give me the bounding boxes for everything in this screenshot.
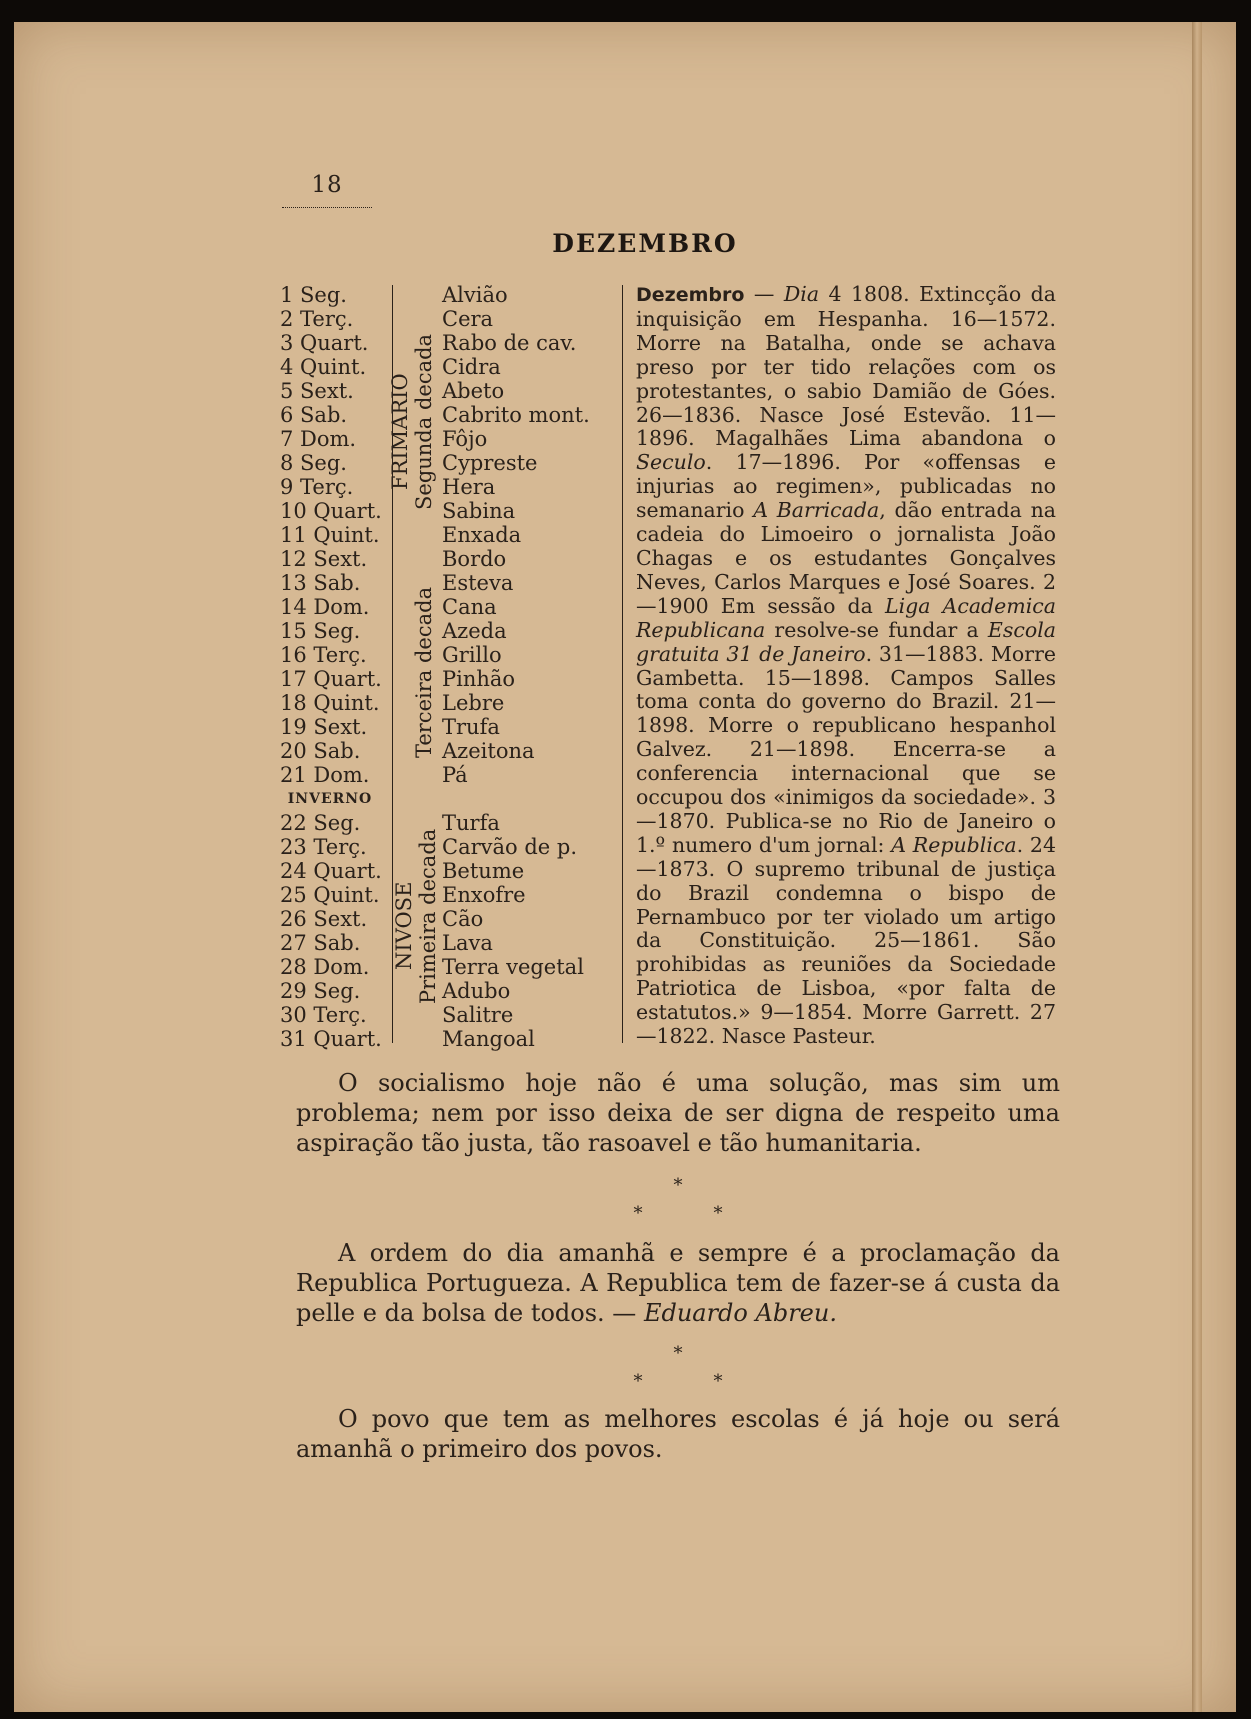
quote-republica-author: Eduardo Abreu. <box>643 1299 837 1327</box>
name-15: Azeda <box>442 619 507 643</box>
name-3: Rabo de cav. <box>442 331 577 355</box>
day-26: 26 Sext. <box>280 907 368 931</box>
day-30: 30 Terç. <box>280 1003 367 1027</box>
day-28: 28 Dom. <box>280 955 370 979</box>
month-title: DEZEMBRO <box>552 229 738 258</box>
month-nivose: NIVOSE <box>392 881 416 970</box>
decade-terceira: Terceira decada <box>412 586 436 758</box>
name-14: Cana <box>442 595 497 619</box>
quote-republica <box>296 1238 1060 1328</box>
name-23: Carvão de p. <box>442 835 577 859</box>
day-16: 16 Terç. <box>280 643 367 667</box>
name-5: Abeto <box>442 379 505 403</box>
name-18: Lebre <box>442 691 505 715</box>
asterism-1-top: * <box>673 1175 683 1196</box>
chronicle-escola: Escola gratuita 31 de Janeiro <box>636 617 1056 666</box>
day-6: 6 Sab. <box>280 403 348 427</box>
day-3: 3 Quart. <box>280 331 369 355</box>
day-2: 2 Terç. <box>280 307 354 331</box>
chronicle-part-2: . 17—1896. Por «offensas e injurias ao regimen», publicadas no semanario <box>636 450 1056 523</box>
name-7: Fôjo <box>442 427 488 451</box>
decade-segunda: Segunda decada <box>412 333 436 510</box>
name-10: Sabina <box>442 499 516 523</box>
name-21: Pá <box>442 763 468 787</box>
chronicle-part-1: 4 1808. Extincção da inquisição em Hespanha. 16—1572. Morre na Batalha, onde se achava preso por ter tido relações com os protestantes, o sabio Damião de Góes. 26—1836. Nasce José Estevão. 11—1896. Magalhães Lima abandona o <box>636 282 1056 451</box>
day-19: 19 Sext. <box>280 715 368 739</box>
asterism-1-left: * <box>633 1203 643 1224</box>
name-4: Cidra <box>442 355 501 379</box>
name-30: Salitre <box>442 1003 514 1027</box>
day-31: 31 Quart. <box>280 1027 382 1051</box>
name-19: Trufa <box>442 715 500 739</box>
quote-escolas-text: O povo que tem as melhores escolas é já hoje ou será amanhã o primeiro dos povos. <box>296 1405 1060 1463</box>
name-1: Alvião <box>442 283 508 307</box>
day-25: 25 Quint. <box>280 883 380 907</box>
name-2: Cera <box>442 307 494 331</box>
day-29: 29 Seg. <box>280 979 361 1003</box>
day-15: 15 Seg. <box>280 619 361 643</box>
asterism-2-right: * <box>713 1371 723 1392</box>
name-28: Terra vegetal <box>442 955 584 979</box>
chronicle-part-5: . 31—1883. Morre Gambetta. 15—1898. Campos Salles toma conta do governo do Brazil. 21—1898. Morre o republicano hespanhol Galvez. 21—1898. Encerra-se a conferencia internacional que se occupou dos «inimigos da sociedade». 3—1870. Publica-se no Rio de Janeiro o 1.º numero d'um jornal: <box>636 641 1056 857</box>
chronicle-seculo: Seculo <box>636 450 706 475</box>
day-10: 10 Quart. <box>280 499 382 523</box>
day-14: 14 Dom. <box>280 595 370 619</box>
day-22: 22 Seg. <box>280 811 361 835</box>
quote-escolas <box>296 1404 1060 1464</box>
day-12: 12 Sext. <box>280 547 368 571</box>
name-13: Esteva <box>442 571 514 595</box>
name-9: Hera <box>442 475 496 499</box>
name-29: Adubo <box>442 979 511 1003</box>
quote-socialism-text: O socialismo hoje não é uma solução, mas sim um problema; nem por isso deixa de ser digna de respeito uma aspiração tão justa, tão rasoavel e tão humanitaria. <box>296 1069 1060 1157</box>
asterism-2-left: * <box>633 1371 643 1392</box>
day-21: 21 Dom. <box>280 763 370 787</box>
rule-chronicle <box>622 285 623 1043</box>
name-16: Grillo <box>442 643 502 667</box>
chronicle-lead: Dezembro <box>636 284 745 306</box>
day-9: 9 Terç. <box>280 475 354 499</box>
day-17: 17 Quart. <box>280 667 382 691</box>
name-27: Lava <box>442 931 493 955</box>
day-5: 5 Sext. <box>280 379 354 403</box>
chronicle-liga: Liga Academica Republicana <box>636 593 1056 642</box>
day-7: 7 Dom. <box>280 427 357 451</box>
day-4: 4 Quint. <box>280 355 367 379</box>
page-fold <box>1192 22 1202 1712</box>
quote-republica-text: A ordem do dia amanhã e sempre é a proclamação da Republica Portugueza. A Republica tem de fazer-se á custa da pelle e da bolsa de todos. — <box>296 1239 1060 1327</box>
decade-primeira: Primeira decada <box>416 828 440 1004</box>
day-13: 13 Sab. <box>280 571 361 595</box>
name-20: Azeitona <box>442 739 535 763</box>
name-25: Enxofre <box>442 883 526 907</box>
name-22: Turfa <box>442 811 500 835</box>
day-24: 24 Quart. <box>280 859 382 883</box>
asterism-2-top: * <box>673 1343 683 1364</box>
name-17: Pinhão <box>442 667 516 691</box>
chronicle-barricada: A Barricada <box>753 498 880 523</box>
name-6: Cabrito mont. <box>442 403 590 427</box>
day-27: 27 Sab. <box>280 931 361 955</box>
page-number: 18 <box>311 172 343 198</box>
name-31: Mangoal <box>442 1027 535 1051</box>
day-1: 1 Seg. <box>280 283 347 307</box>
day-8: 8 Seg. <box>280 451 347 475</box>
quote-socialism <box>296 1068 1060 1158</box>
chronicle-text: Dezembro — Dia 4 1808. Extincção da inquisição em Hespanha. 16—1572. Morre na Batalha, onde se achava preso por ter tido relações com os protestantes, o sabio Damião de Góes. 26—1836. Nasce José Estevão. 11—1896. Magalhães Lima abandona o Seculo. 17—1896. Por «offensas e injurias ao regimen», publicadas no semanario A Barricada, dão entrada na cadeia do Limoeiro o jornalista João Chagas e os estudantes Gonçalves Neves, Carlos Marques e José Soares. 2—1900 Em sessão da Liga Academica Republicana resolve-se fundar a Escola gratuita 31 de Janeiro. 31—1883. Morre Gambetta. 15—1898. Campos Salles toma conta do governo do Brazil. 21—1898. Morre o republicano hespanhol Galvez. 21—1898. Encerra-se a conferencia internacional que se occupou dos «inimigos da sociedade». 3—1870. Publica-se no Rio de Janeiro o 1.º numero d'um jornal: A Republica. 24—1873. O supremo tribunal de justiça do Brazil condemna o bispo de Pernambuco por ter violado um artigo da Constituição. 25—1861. São prohibidas as reuniões da Sociedade Patriotica de Lisboa, «por falta de estatutos.» 9—1854. Morre Garrett. 27—1822. Nasce Pasteur. <box>636 282 1057 1049</box>
chronicle-part-4: resolve-se fundar a <box>765 617 988 642</box>
chronicle-republica: A Republica <box>891 832 1017 857</box>
page-number-rule <box>282 207 372 208</box>
day-18: 18 Quint. <box>280 691 380 715</box>
season-label: INVERNO <box>287 791 373 807</box>
name-24: Betume <box>442 859 525 883</box>
chronicle-part-3: , dão entrada na cadeia do Limoeiro o jornalista João Chagas e os estudantes Gonçalves Neves, Carlos Marques e José Soares. 2—1900 Em sessão da <box>636 498 1057 618</box>
asterism-1-right: * <box>713 1203 723 1224</box>
day-11: 11 Quint. <box>280 523 380 547</box>
name-8: Cypreste <box>442 451 538 475</box>
name-12: Bordo <box>442 547 507 571</box>
day-23: 23 Terç. <box>280 835 367 859</box>
day-20: 20 Sab. <box>280 739 361 763</box>
month-frimario: FRIMARIO <box>388 373 412 490</box>
chronicle-day-label: Dia <box>783 282 820 306</box>
name-11: Enxada <box>442 523 522 547</box>
name-26: Cão <box>442 907 484 931</box>
chronicle-part-6: . 24—1873. O supremo tribunal de justiça do Brazil condemna o bispo de Pernambuco por ter violado um artigo da Constituição. 25—1861. São prohibidas as reuniões da Sociedade Patriotica de Lisboa, «por falta de estatutos.» 9—1854. Morre Garrett. 27—1822. Nasce Pasteur. <box>636 832 1057 1049</box>
